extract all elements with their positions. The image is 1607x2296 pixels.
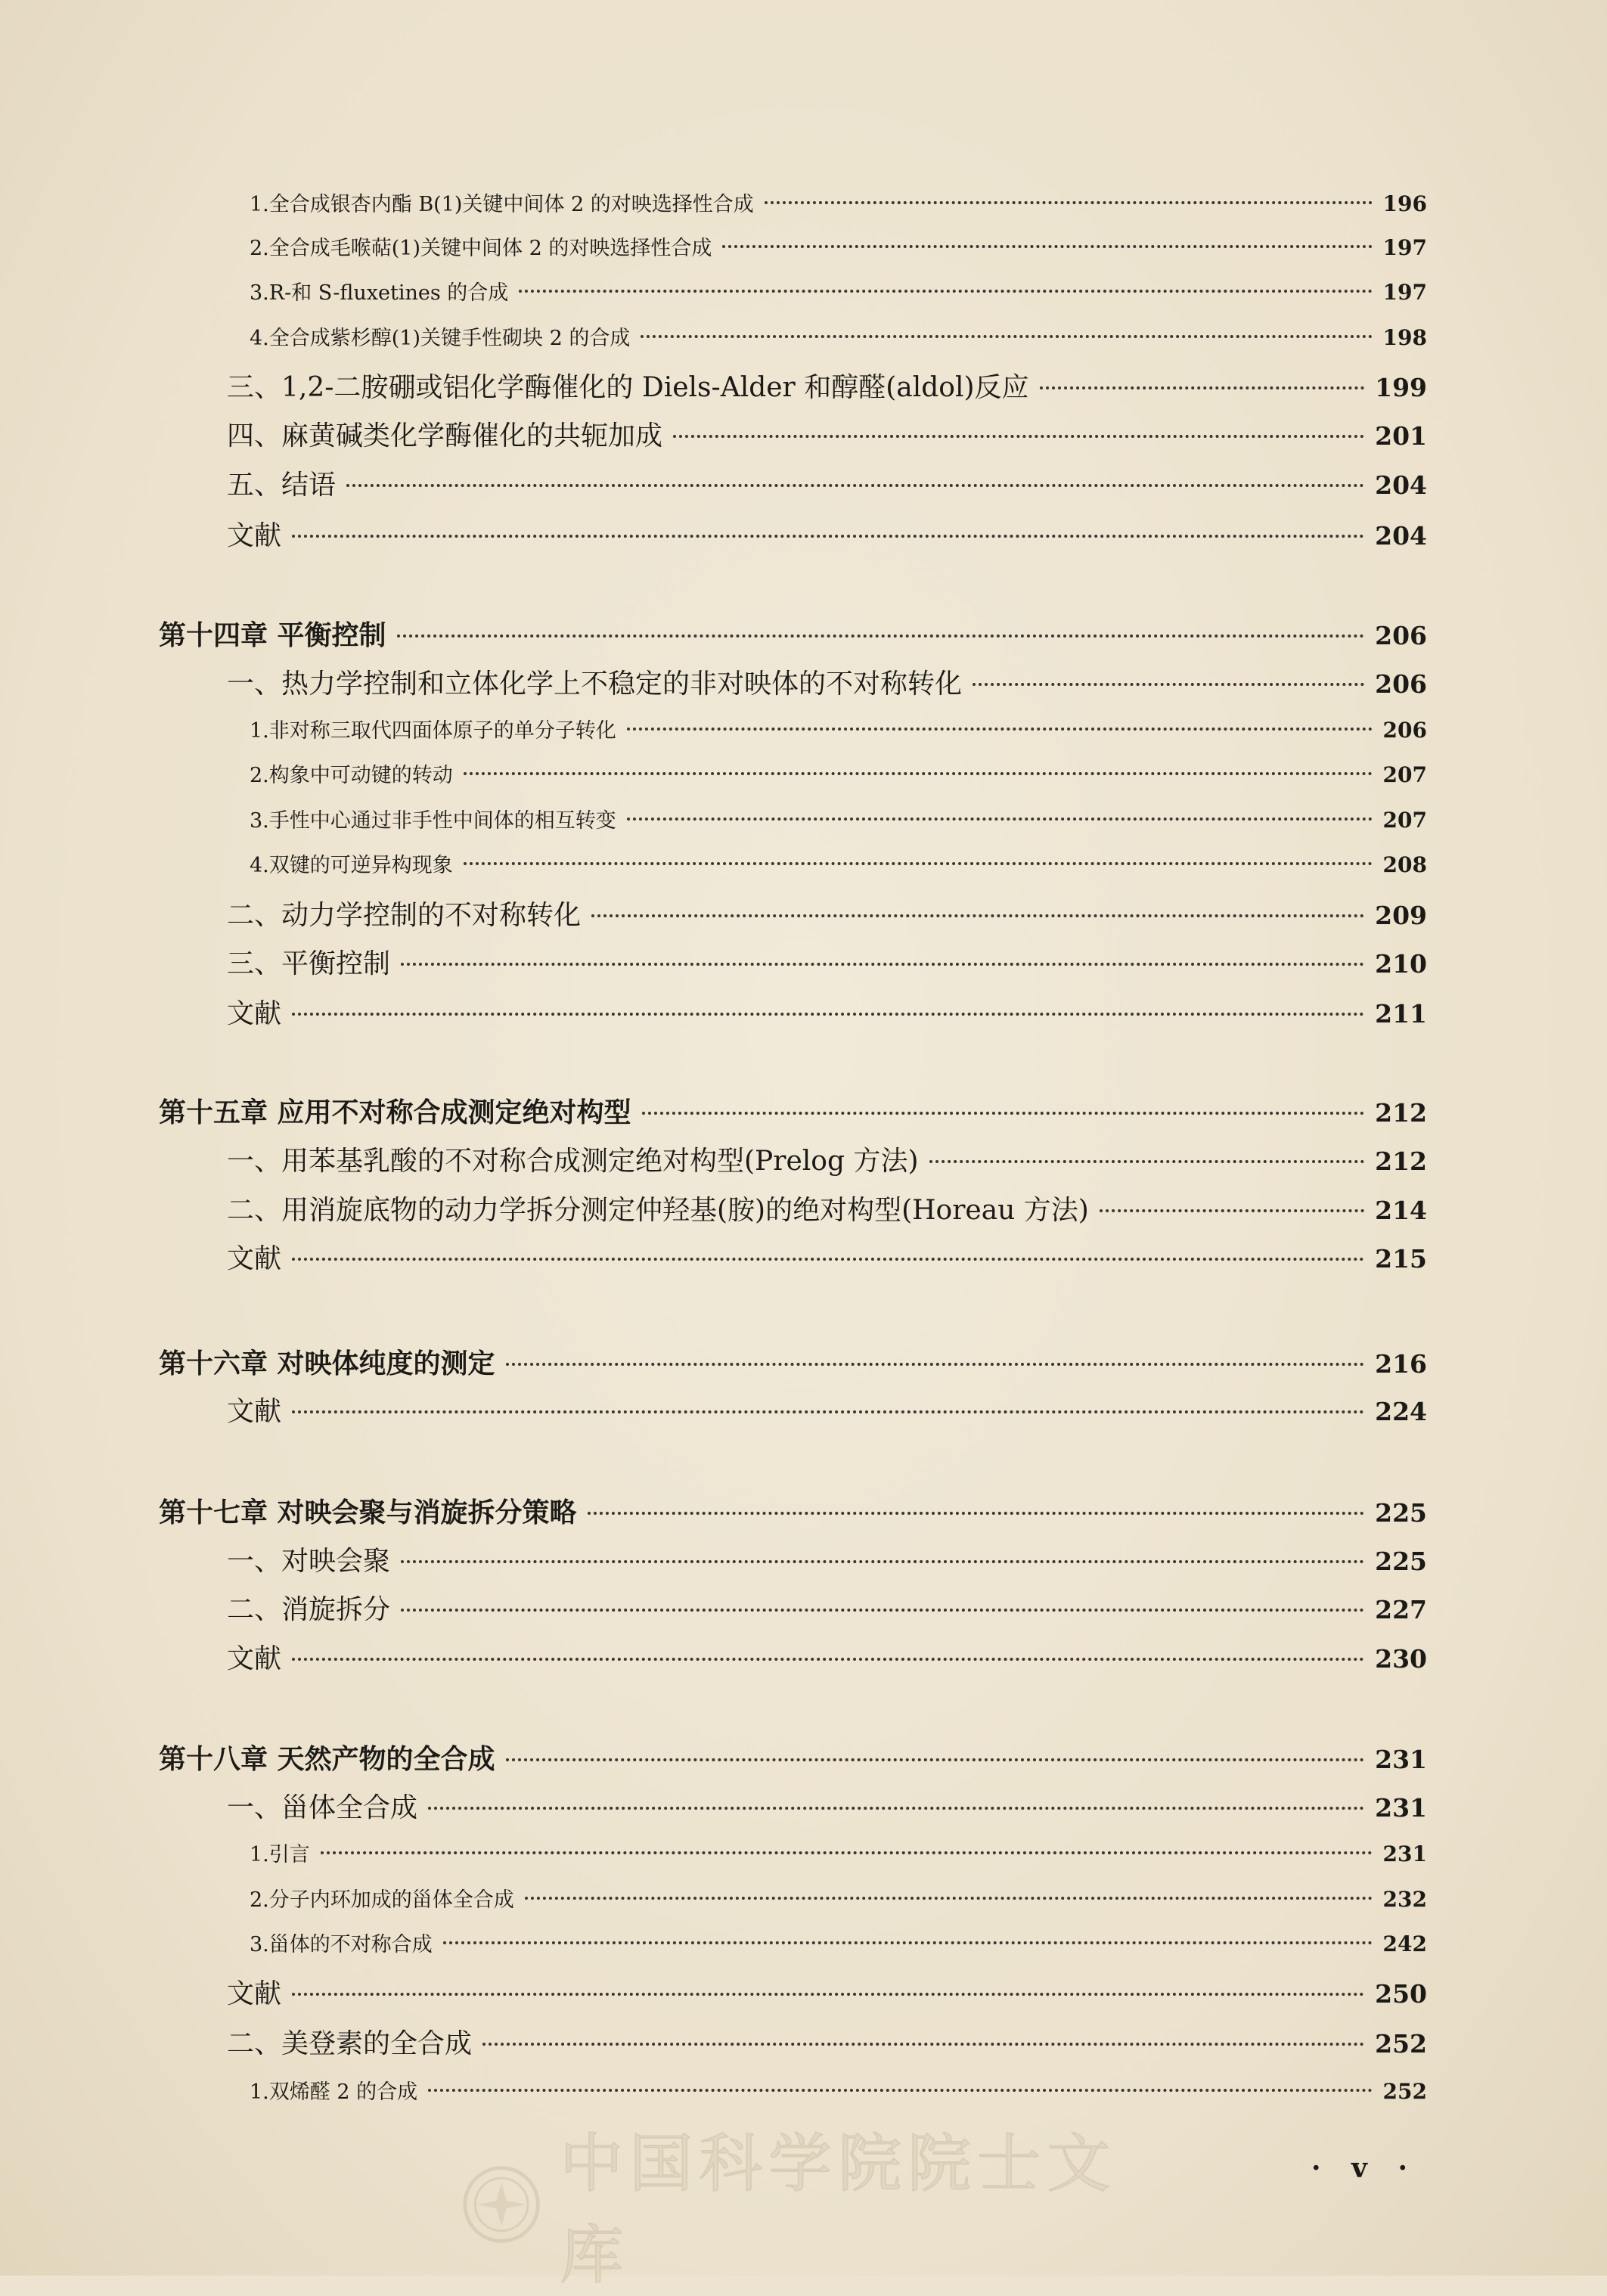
dot-leader <box>292 1013 1364 1016</box>
toc-chapter-label: 第十五章 应用不对称合成测定绝对构型 <box>159 1097 631 1128</box>
dot-leader <box>641 335 1372 338</box>
toc-entry-label: 4.全合成紫杉醇(1)关键手性砌块 2 的合成 <box>250 327 631 350</box>
dot-leader <box>627 728 1373 731</box>
toc-entry-page: 210 <box>1375 949 1427 979</box>
toc-entry-page: 250 <box>1375 1979 1427 2009</box>
toc-chapter-page: 212 <box>1375 1098 1427 1128</box>
toc-entry <box>250 276 1427 306</box>
toc-entry <box>227 1637 1427 1676</box>
toc-entry-page: 232 <box>1382 1887 1427 1912</box>
toc-entry <box>227 1972 1427 2011</box>
toc-entry <box>250 1883 1427 1913</box>
dot-leader <box>627 818 1373 821</box>
watermark <box>461 2127 1165 2292</box>
dot-leader <box>397 635 1365 638</box>
page-number: · v · <box>1311 2152 1418 2184</box>
toc-entry-page: 198 <box>1382 325 1427 350</box>
toc-entry-page: 201 <box>1375 421 1427 451</box>
toc-entry <box>227 1140 1427 1178</box>
toc-entry <box>227 514 1427 553</box>
toc-entry-page: 212 <box>1375 1146 1427 1176</box>
toc-entry-label: 二、用消旋底物的动力学拆分测定仲羟基(胺)的绝对构型(Horeau 方法) <box>227 1195 1089 1226</box>
toc-entry-page: 204 <box>1375 470 1427 500</box>
toc-entry <box>250 2075 1427 2105</box>
dot-leader <box>642 1112 1365 1115</box>
toc-chapter <box>159 1342 1427 1381</box>
dot-leader <box>591 914 1364 917</box>
toc-entry-page: 209 <box>1375 901 1427 930</box>
toc-chapter <box>159 1738 1427 1776</box>
toc-entry <box>227 414 1427 453</box>
toc-entry <box>250 1838 1427 1867</box>
toc-chapter <box>159 1491 1427 1530</box>
toc-chapter-page: 216 <box>1375 1349 1427 1379</box>
dot-leader <box>482 2043 1364 2046</box>
toc-entry-page: 199 <box>1375 373 1427 402</box>
toc-entry <box>250 1928 1427 1957</box>
toc-entry <box>227 992 1427 1031</box>
toc-entry <box>227 464 1427 502</box>
toc-chapter-label: 第十四章 平衡控制 <box>159 619 386 651</box>
toc-entry <box>227 1540 1427 1578</box>
toc-entry-page: 252 <box>1382 2079 1427 2104</box>
dot-leader <box>346 484 1364 487</box>
toc-entry-page: 230 <box>1375 1644 1427 1674</box>
toc-entry-label: 三、平衡控制 <box>227 948 391 979</box>
dot-leader <box>464 772 1373 775</box>
dot-leader <box>428 2089 1372 2092</box>
toc-entry-label: 二、消旋拆分 <box>227 1594 391 1625</box>
toc-entry-label: 3.手性中心通过非手性中间体的相互转变 <box>250 809 616 833</box>
toc-entry-label: 文献 <box>227 1643 282 1674</box>
toc-entry-page: 225 <box>1375 1547 1427 1576</box>
toc-entry-page: 231 <box>1382 1841 1427 1866</box>
toc-entry <box>250 759 1427 788</box>
toc-entry-page: 215 <box>1375 1244 1427 1274</box>
toc-entry <box>227 1390 1427 1429</box>
toc-entry-label: 一、对映会聚 <box>227 1546 391 1577</box>
toc-entry-label: 一、用苯基乳酸的不对称合成测定绝对构型(Prelog 方法) <box>227 1146 919 1177</box>
toc-entry-page: 206 <box>1382 718 1427 743</box>
toc-entry-page: 207 <box>1382 762 1427 787</box>
dot-leader <box>519 290 1372 293</box>
toc-entry-label: 一、热力学控制和立体化学上不稳定的非对映体的不对称转化 <box>227 669 963 700</box>
dot-leader <box>506 1758 1365 1761</box>
toc-entry <box>227 2022 1427 2061</box>
toc-entry-label: 一、甾体全合成 <box>227 1792 418 1823</box>
dot-leader <box>443 1941 1373 1944</box>
toc-entry <box>250 804 1427 833</box>
toc-entry-label: 1.引言 <box>250 1843 310 1866</box>
toc-entry-page: 211 <box>1375 999 1427 1029</box>
toc-chapter-page: 225 <box>1375 1498 1427 1528</box>
toc-entry-page: 252 <box>1375 2029 1427 2059</box>
dot-leader <box>401 1560 1364 1563</box>
toc-entry-label: 1.双烯醛 2 的合成 <box>250 2080 418 2104</box>
dot-leader <box>973 683 1364 686</box>
toc-entry-page: 224 <box>1375 1397 1427 1426</box>
toc-entry-label: 二、动力学控制的不对称转化 <box>227 900 582 931</box>
toc-entry-label: 4.双键的可逆异构现象 <box>250 854 453 877</box>
toc-entry-page: 197 <box>1382 280 1427 305</box>
toc-chapter <box>159 614 1427 653</box>
toc-entry <box>227 942 1427 981</box>
dot-leader <box>929 1160 1365 1163</box>
dot-leader <box>464 862 1373 865</box>
toc-entry <box>227 662 1427 701</box>
toc-entry-label: 2.全合成毛喉萜(1)关键中间体 2 的对映选择性合成 <box>250 237 712 260</box>
toc-entry-page: 227 <box>1375 1595 1427 1624</box>
toc-entry-page: 242 <box>1382 1931 1427 1956</box>
dot-leader <box>321 1851 1373 1854</box>
dot-leader <box>1100 1209 1364 1212</box>
toc-entry <box>250 231 1427 261</box>
toc-entry-label: 三、1,2-二胺硼或铝化学酶催化的 Diels-Alder 和醇醛(aldol)反应 <box>227 372 1029 403</box>
toc-entry-label: 3.甾体的不对称合成 <box>250 1933 433 1956</box>
toc-entry <box>250 188 1427 217</box>
toc-entry-page: 208 <box>1382 852 1427 877</box>
dot-leader <box>525 1897 1373 1900</box>
toc-entry-label: 文献 <box>227 1243 282 1274</box>
dot-leader <box>292 535 1364 538</box>
toc-entry-label: 2.分子内环加成的甾体全合成 <box>250 1888 514 1912</box>
dot-leader <box>401 1609 1364 1612</box>
toc-entry <box>250 321 1427 351</box>
toc-entry-label: 文献 <box>227 1396 282 1427</box>
toc-chapter-page: 231 <box>1375 1745 1427 1774</box>
toc-entry <box>250 714 1427 743</box>
toc-entry-label: 1.非对称三取代四面体原子的单分子转化 <box>250 719 616 743</box>
toc-entry-label: 3.R-和 S-fluxetines 的合成 <box>250 281 509 305</box>
toc-entry-label: 1.全合成银杏内酯 B(1)关键中间体 2 的对映选择性合成 <box>250 193 754 216</box>
toc-entry <box>250 849 1427 878</box>
dot-leader <box>722 245 1372 248</box>
toc-chapter-page: 206 <box>1375 621 1427 650</box>
dot-leader <box>292 1258 1364 1261</box>
toc-entry-page: 214 <box>1375 1196 1427 1225</box>
toc-entry-label: 文献 <box>227 520 282 551</box>
toc-entry <box>227 366 1427 405</box>
toc-entry-page: 204 <box>1375 521 1427 551</box>
dot-leader <box>292 1993 1364 1996</box>
dot-leader <box>765 201 1373 204</box>
toc-entry-label: 四、麻黄碱类化学酶催化的共轭加成 <box>227 420 663 451</box>
dot-leader <box>401 963 1364 966</box>
toc-chapter-label: 第十七章 对映会聚与消旋拆分策略 <box>159 1497 577 1528</box>
watermark-text: 中国科学院院士文库 <box>560 2127 1117 2292</box>
dot-leader <box>506 1363 1365 1366</box>
toc-chapter-label: 第十八章 天然产物的全合成 <box>159 1743 495 1775</box>
toc-entry-label: 五、结语 <box>227 470 337 501</box>
dot-leader <box>1040 386 1365 389</box>
toc-entry <box>227 894 1427 932</box>
academy-seal-icon <box>461 2163 541 2246</box>
toc-entry-label: 二、美登素的全合成 <box>227 2028 473 2059</box>
dot-leader <box>588 1512 1365 1515</box>
toc-entry-page: 206 <box>1375 669 1427 699</box>
toc-entry <box>227 1588 1427 1627</box>
toc-entry <box>227 1237 1427 1276</box>
toc-entry <box>227 1786 1427 1825</box>
toc-entry-page: 196 <box>1382 191 1427 216</box>
dot-leader <box>292 1658 1364 1661</box>
dot-leader <box>673 435 1364 438</box>
toc-entry <box>227 1189 1427 1227</box>
toc-entry-page: 207 <box>1382 808 1427 833</box>
toc-entry-label: 2.构象中可动键的转动 <box>250 764 453 787</box>
toc-chapter <box>159 1091 1427 1130</box>
dot-leader <box>292 1410 1364 1413</box>
dot-leader <box>428 1807 1364 1810</box>
toc-chapter-label: 第十六章 对映体纯度的测定 <box>159 1348 495 1379</box>
toc-entry-page: 231 <box>1375 1793 1427 1823</box>
toc-entry-label: 文献 <box>227 1978 282 2009</box>
toc-entry-page: 197 <box>1382 235 1427 260</box>
toc-entry-label: 文献 <box>227 998 282 1029</box>
